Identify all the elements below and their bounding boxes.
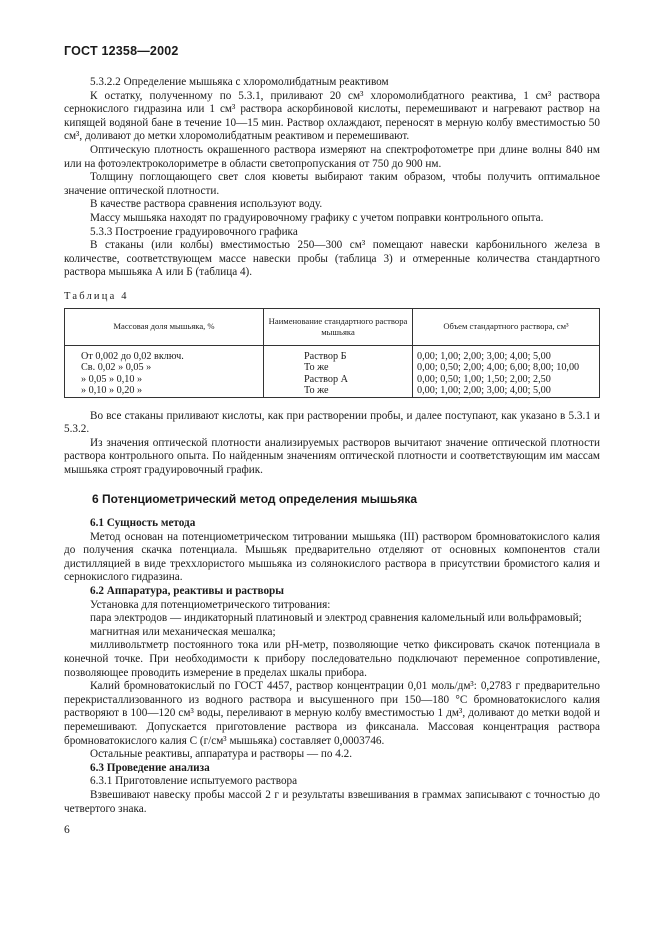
- paragraph: 5.3.2.2 Определение мышьяка с хлоромолибдатным реактивом: [90, 76, 389, 88]
- paragraph: 6.3.1 Приготовление испытуемого раствора: [90, 775, 298, 788]
- paragraph: Установка для потенциометрического титрования:: [90, 598, 331, 611]
- table-cell: Св. 0,02 » 0,05 »: [65, 362, 264, 374]
- subsection-title: 6.1 Сущность метода: [90, 517, 196, 530]
- table-cell: От 0,002 до 0,02 включ.: [65, 345, 264, 362]
- paragraph: В стаканы (или колбы) вместимостью 250—300 см³ помещают навески карбонильного железа в количестве, соответствующем массе навески пробы (таблица 3) и отмеренные количества стандартного раствора мышьяка А или Б (таблица 4).: [64, 239, 600, 279]
- paragraph: милливольтметр постоянного тока или рН-метр, позволяющие четко фиксировать скачок потенциала в конечной точке. При необходимости к прибору последовательно подключают переменное сопротивление, позволяющее проводить измерение в пределах шкалы прибора.: [64, 639, 600, 679]
- table-cell: » 0,05 » 0,10 »: [65, 374, 264, 386]
- paragraph: Толщину поглощающего свет слоя кюветы выбирают таким образом, чтобы получить оптимальное значение оптической плотности.: [64, 171, 600, 197]
- paragraph: Метод основан на потенциометрическом титровании мышьяка (III) раствором бромноватокислого калия до получения скачка потенциала. Мышьяк предварительно отделяют от основных компонентов стали дистилляцией в виде треххлористого мышьяка из солянокислого раствора в присутствии бромистого калия и сернокислого гидразина.: [64, 530, 600, 584]
- paragraph: В качестве раствора сравнения используют воду.: [90, 198, 323, 211]
- paragraph: Остальные реактивы, аппаратура и растворы — по 4.2.: [90, 748, 353, 761]
- paragraph: Массу мышьяка находят по градуировочному графику с учетом поправки контрольного опыта.: [90, 211, 544, 224]
- paragraph: Из значения оптической плотности анализируемых растворов вычитают значение оптической плотности раствора контрольного опыта. По найденным значениям оптической плотности и соответствующим им массам мышьяка строят градуировочный график.: [64, 436, 600, 476]
- table-row: [65, 385, 600, 397]
- table-header-cell: Массовая доля мышьяка, %: [65, 308, 264, 345]
- table-header-cell: Наименование стандартного раствора мышьяка: [264, 308, 413, 345]
- paragraph: Калий бромноватокислый по ГОСТ 4457, раствор концентрации 0,01 моль/дм³: 0,2783 г предварительно перекристаллизованного из водного раствора и высушенного при 150—180 °С бромноватокислого калия растворяют в 100—120 см³ воды, переливают в мерную колбу вместимостью 1 дм³, доливают до метки водой и перемешивают. Допускается приготовление раствора из фиксанала. Массовая концентрация раствора бромноватокислого калия С (г/см³ мышьяка) составляет 0,0003746.: [64, 680, 600, 747]
- paragraph: К остатку, полученному по 5.3.1, приливают 20 см³ хлоромолибдатного реактива, 1 см³ раствора сернокислого гидразина или 1 см³ раствора аскорбиновой кислоты, перемешивают и нагревают раствор на кипящей водяной бане в течение 10—15 мин. Раствор охлаждают, переносят в мерную колбу вместимостью 50 см³, доливают до метки хлоромолибдатным реактивом и перемешивают.: [64, 89, 600, 143]
- paragraph: магнитная или механическая мешалка;: [90, 625, 276, 638]
- table-cell: 0,00; 1,00; 2,00; 3,00; 4,00; 5,00: [413, 345, 600, 362]
- table-cell: То же: [264, 362, 413, 374]
- paragraph: Во все стаканы приливают кислоты, как при растворении пробы, и далее поступают, как указано в 5.3.1 и 5.3.2.: [64, 409, 600, 436]
- table-row: [65, 374, 600, 386]
- table-row: [65, 362, 600, 374]
- table-4: [64, 308, 600, 398]
- paragraph: Взвешивают навеску пробы массой 2 г и результаты взвешивания в граммах записывают с точностью до четвертого знака.: [64, 788, 600, 815]
- table-row: [65, 345, 600, 362]
- table-cell: То же: [264, 385, 413, 397]
- document-header: ГОСТ 12358—2002: [64, 44, 179, 58]
- table-cell: 0,00; 1,00; 2,00; 3,00; 4,00; 5,00: [413, 385, 600, 397]
- paragraph: 5.3.3 Построение градуировочного графика: [90, 225, 298, 238]
- table-cell: » 0,10 » 0,20 »: [65, 385, 264, 397]
- subsection-title: 6.2 Аппаратура, реактивы и растворы: [90, 585, 284, 598]
- table-cell: 0,00; 0,50; 2,00; 4,00; 6,00; 8,00; 10,00: [413, 362, 600, 374]
- table-cell: 0,00; 0,50; 1,00; 1,50; 2,00; 2,50: [413, 374, 600, 386]
- paragraph: Оптическую плотность окрашенного раствора измеряют на спектрофотометре при длине волны 840 нм или на фотоэлектроколориметре в области светопропускания от 750 до 900 нм.: [64, 143, 600, 170]
- page-number: 6: [64, 824, 70, 836]
- paragraph: пара электродов — индикаторный платиновый и электрод сравнения каломельный или вольфрамовый;: [90, 612, 582, 625]
- table-cell: Раствор А: [264, 374, 413, 386]
- document-body: [64, 76, 600, 816]
- subsection-title: 6.3 Проведение анализа: [90, 761, 210, 774]
- table-cell: Раствор Б: [264, 345, 413, 362]
- table-caption: Таблица 4: [64, 290, 129, 302]
- section-title: 6 Потенциометрический метод определения мышьяка: [92, 492, 418, 507]
- table-header-cell: Объем стандартного раствора, см³: [413, 308, 600, 345]
